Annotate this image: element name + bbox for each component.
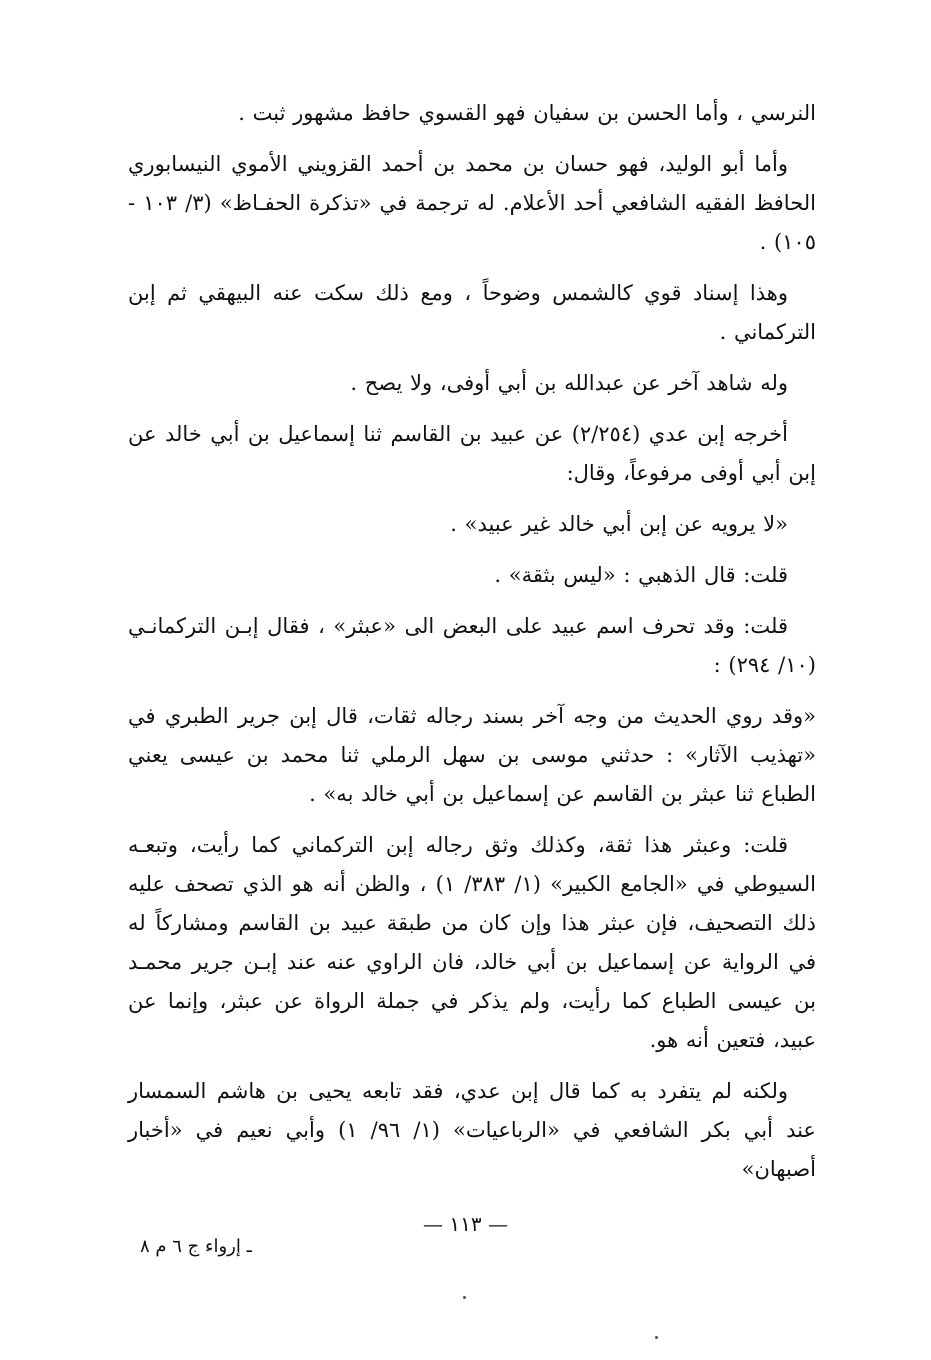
signature-mark: ـ إرواء ج ٦ م ٨ [140, 1236, 252, 1257]
paragraph-7: قلت: قال الذهبي : «ليس بثقة» . [494, 563, 788, 587]
paragraph-5: أخرجه إبن عدي (٢/٢٥٤) عن عبيد بن القاسم ثنا إسماعيل بن أبي خالد عن إبن أبي أوفى مرفوعاً، وقال: [128, 422, 816, 485]
paragraph-1: النرسي ، وأما الحسن بن سفيان فهو القسوي حافظ مشهور ثبت . [238, 101, 816, 125]
paragraph-2: وأما أبو الوليد، فهو حسان بن محمد بن أحمد القزويني الأموي النيسابوري الحافظ الفقيه الشافعي أحد الأعلام. له ترجمة في «تذكرة الحفـاظ» (٣/ ١٠٣ - ١٠٥) . [128, 152, 816, 254]
paragraph-9: «وقد روي الحديث من وجه آخر بسند رجاله ثقات، قال إبن جرير الطبري في «تهذيب الآثار» : حدثني موسى بن سهل الرملي ثنا محمد بن عيسى يعني الطباع ثنا عبثر بن القاسم عن إسماعيل بن أبي خالد به» . [128, 704, 816, 806]
paragraph-4: وله شاهد آخر عن عبدالله بن أبي أوفى، ولا يصح . [350, 371, 788, 395]
scan-speck [463, 1296, 466, 1299]
scan-speck [655, 1336, 658, 1339]
paragraph-8: قلت: وقد تحرف اسم عبيد على البعض الى «عبثر» ، فقال إبـن التركمانـي (١٠/ ٢٩٤) : [128, 614, 816, 677]
paragraph-3: وهذا إسناد قوي كالشمس وضوحاً ، ومع ذلك سكت عنه البيهقي ثم إبن التركماني . [128, 281, 816, 344]
paragraph-10: قلت: وعبثر هذا ثقة، وكذلك وثق رجاله إبن التركماني كما رأيت، وتبعـه السيوطي في «الجامع الكبير» (١/ ٣٨٣/ ١) ، والظن أنه هو الذي تصحف عليه ذلك التصحيف، فإن عبثر هذا وإن كان من طبقة عبيد بن القاسم ومشاركاً له في الرواية عن إسماعيل بن أبي خالد، فان الراوي عنه عند إبـن جرير محمـد بن عيسى الطباع كما رأيت، ولم يذكر في جملة الرواة عن عبثر، وإنما عن عبيد، فتعين أنه هو. [128, 833, 816, 1052]
paragraph-6: «لا يرويه عن إبن أبي خالد غير عبيد» . [450, 512, 788, 536]
paragraph-11: ولكنه لم يتفرد به كما قال إبن عدي، فقد تابعه يحيى بن هاشم السمسار عند أبي بكر الشافعي في «الرباعيات» (١/ ٩٦/ ١) وأبي نعيم في «أخبار أصبهان» [128, 1079, 816, 1181]
body-text [128, 94, 816, 1201]
page-number: — ١١٣ — [423, 1212, 508, 1236]
